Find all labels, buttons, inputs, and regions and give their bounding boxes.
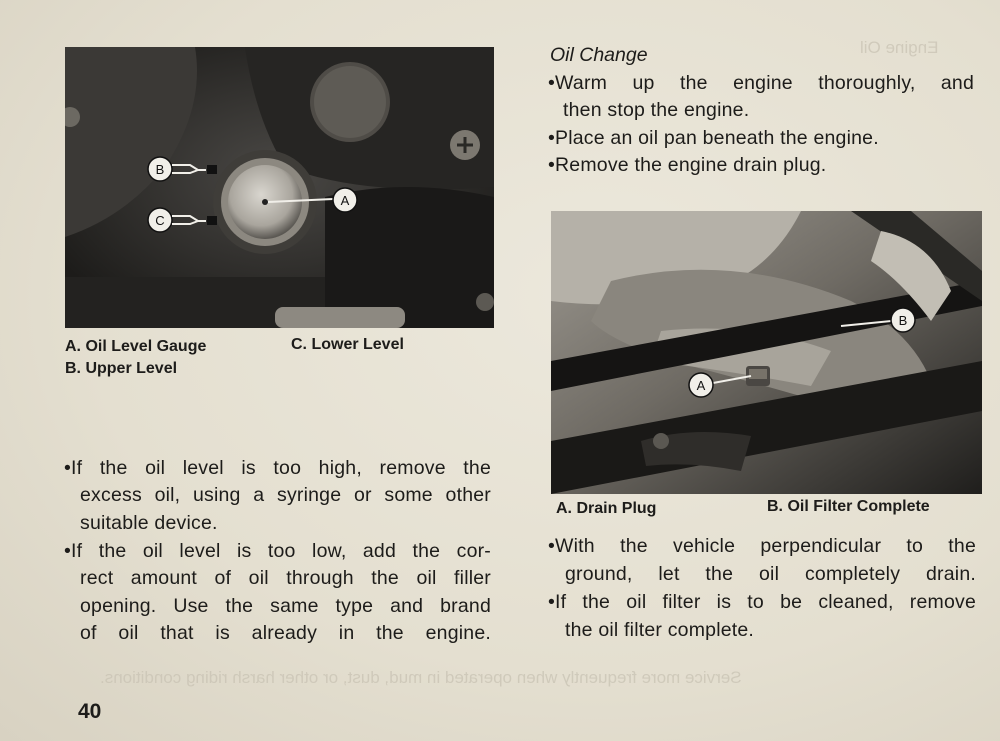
text-line: •Remove the engine drain plug.: [548, 154, 827, 176]
bleed-through-text: Engine Oil: [860, 38, 939, 57]
text-line: •If the oil level is too high, remove the: [64, 457, 491, 479]
text-line: •With the vehicle perpendicular to the: [548, 535, 976, 557]
text-line: then stop the engine.: [563, 99, 750, 121]
callout-c-label: C: [155, 213, 165, 228]
text-line: •If the oil level is too low, add the cor-: [64, 540, 491, 562]
text-line: opening. Use the same type and brand: [80, 595, 491, 617]
page-number: 40: [78, 700, 102, 723]
text-line: excess oil, using a syringe or some other: [80, 484, 491, 506]
text-line: •Warm up the engine thoroughly, and: [548, 72, 974, 94]
caption-drain-plug: A. Drain Plug: [556, 500, 657, 517]
bleed-through-text: Service more frequently when operated in mud, dust, or other harsh riding conditions.: [100, 668, 742, 687]
caption-oil-filter-complete: B. Oil Filter Complete: [767, 498, 930, 515]
drain-plug-photo: [551, 211, 982, 494]
callout-b-label: B: [155, 162, 165, 177]
section-title-oil-change: Oil Change: [550, 44, 648, 66]
text-line: •If the oil filter is to be cleaned, remove: [548, 591, 976, 613]
callout-a-label: A: [696, 378, 706, 393]
oil-level-gauge-photo: [65, 47, 494, 328]
callout-b-label: B: [898, 313, 908, 328]
text-line: suitable device.: [80, 512, 218, 534]
text-line: ground, let the oil completely drain.: [565, 563, 976, 585]
caption-oil-level-gauge: A. Oil Level Gauge: [65, 338, 207, 355]
text-line: rect amount of oil through the oil filler: [80, 567, 491, 589]
callout-a-label: A: [340, 193, 350, 208]
text-line: the oil filter complete.: [565, 619, 755, 641]
caption-upper-level: B. Upper Level: [65, 360, 178, 377]
caption-lower-level: C. Lower Level: [291, 336, 404, 353]
text-line: of oil that is already in the engine.: [80, 622, 491, 644]
text-line: •Place an oil pan beneath the engine.: [548, 127, 879, 149]
